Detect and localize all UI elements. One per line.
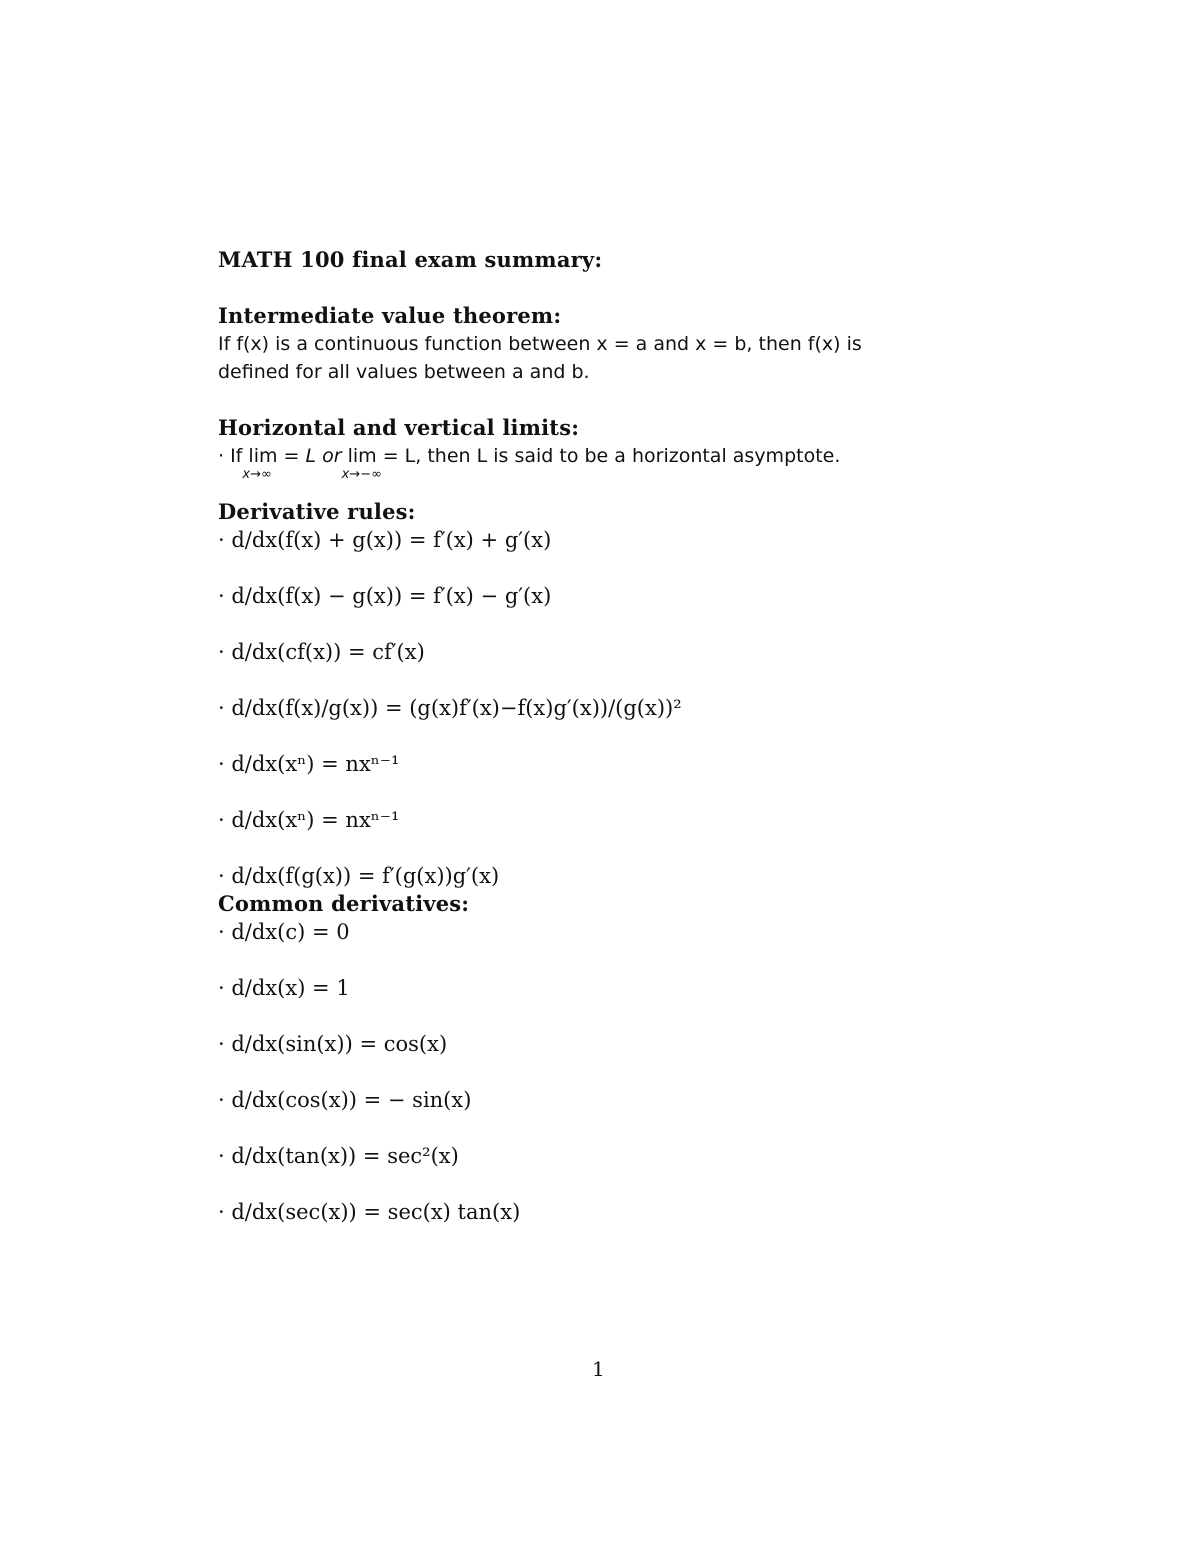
derivative-rule-quotient: · d/dx(f(x)/g(x)) = (g(x)f′(x)−f(x)g′(x))/(g(x))² [218, 696, 682, 720]
derivative-rule-chain: · d/dx(f(g(x)) = f′(g(x))g′(x) [218, 864, 500, 888]
ivt-text-line-2: defined for all values between a and b. [218, 361, 590, 383]
limits-prefix: · If [218, 445, 249, 467]
ivt-section [218, 302, 978, 386]
derivative-rule-constant-multiple: · d/dx(cf(x)) = cf′(x) [218, 640, 425, 664]
limits-suffix: = L, then L is said to be a horizontal asymptote. [376, 445, 841, 467]
document-title: MATH 100 final exam summary: [218, 247, 603, 272]
document-page [218, 246, 978, 1226]
derivative-rule-difference: · d/dx(f(x) − g(x)) = f′(x) − g′(x) [218, 584, 552, 608]
derivative-rule-power-repeat: · d/dx(xⁿ) = nxⁿ⁻¹ [218, 808, 400, 832]
common-derivatives-heading: Common derivatives: [218, 891, 470, 916]
ivt-text-line-1: If f(x) is a continuous function between x = a and x = b, then f(x) is [218, 333, 862, 355]
common-derivatives-list [218, 918, 978, 1226]
derivative-rule-sum: · d/dx(f(x) + g(x)) = f′(x) + g′(x) [218, 528, 552, 552]
lim-word: lim [347, 445, 377, 467]
limits-mid: = L or [277, 445, 348, 467]
derivative-rules-list [218, 526, 978, 890]
lim-word: lim [248, 445, 278, 467]
common-derivative-constant: · d/dx(c) = 0 [218, 920, 350, 944]
common-derivative-sec: · d/dx(sec(x)) = sec(x) tan(x) [218, 1200, 521, 1224]
page-number: 1 [592, 1357, 605, 1381]
derivative-rules-section [218, 498, 978, 890]
lim-subscript: x→−∞ [341, 467, 382, 482]
lim-subscript: x→∞ [242, 467, 272, 482]
common-derivative-sin: · d/dx(sin(x)) = cos(x) [218, 1032, 448, 1056]
common-derivatives-section [218, 890, 978, 1226]
limit-expression-negative-infinity [341, 442, 382, 482]
derivative-rules-heading: Derivative rules: [218, 499, 416, 524]
common-derivative-x: · d/dx(x) = 1 [218, 976, 350, 1000]
derivative-rule-power: · d/dx(xⁿ) = nxⁿ⁻¹ [218, 752, 400, 776]
common-derivative-cos: · d/dx(cos(x)) = − sin(x) [218, 1088, 472, 1112]
ivt-heading: Intermediate value theorem: [218, 303, 562, 328]
limit-expression-positive-infinity [242, 442, 278, 482]
common-derivative-tan: · d/dx(tan(x)) = sec²(x) [218, 1144, 459, 1168]
limits-section [218, 414, 978, 482]
limits-statement [218, 442, 978, 482]
limits-heading: Horizontal and vertical limits: [218, 415, 580, 440]
